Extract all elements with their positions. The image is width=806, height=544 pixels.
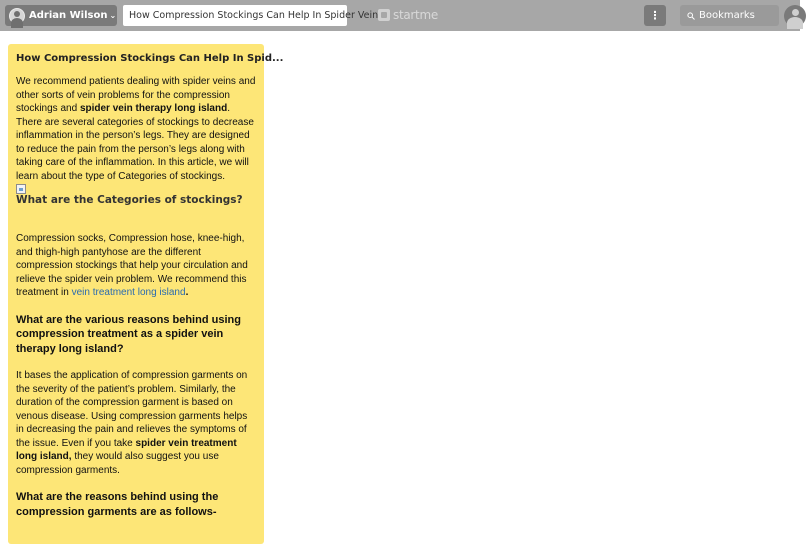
page-title-tab[interactable] <box>123 5 379 26</box>
bold-keyword: spider vein treatment long island, <box>16 437 237 462</box>
profile-avatar-icon[interactable] <box>784 5 806 27</box>
broken-image-icon <box>16 184 26 194</box>
bookmarks-search[interactable] <box>680 5 779 26</box>
punctuation: . <box>185 287 189 298</box>
article-paragraph-2 <box>16 232 256 300</box>
section-heading-categories: What are the Categories of stockings? <box>16 194 243 206</box>
text-span: Compression socks, Compression hose, knee-high, and thigh-high pantyhose are the different compression stockings that help your circulation and relieve the spider vein problem. We recommend this treatment in <box>16 233 248 298</box>
article-paragraph-3 <box>16 369 256 477</box>
article-card <box>8 44 284 544</box>
vein-treatment-link[interactable]: vein treatment long island <box>71 287 186 298</box>
text-span: We recommend patients dealing with spider veins and other sorts of vein problems for the compression stockings and <box>16 76 256 114</box>
text-span: It bases the application of compression garments on the severity of the patient’s problem. Similarly, the duration of the compression garment is based on venous disease. Using compression garments helps in decreasing the pain and relieves the symptoms of the issue. Even if you take <box>16 370 248 449</box>
user-avatar-icon <box>9 8 25 24</box>
user-name: Adrian Wilson <box>29 10 108 21</box>
more-options-button[interactable] <box>644 5 666 26</box>
section-heading-reasons: What are the various reasons behind using compression treatment as a spider vein therapy long island? <box>16 313 241 355</box>
bold-keyword: spider vein therapy long island <box>79 103 228 114</box>
startme-logo[interactable] <box>378 8 438 22</box>
text-span: they would also suggest you use compression garments. <box>16 451 219 476</box>
page-tab-label: How Compression Stockings Can Help In Spider Vein <box>129 10 379 21</box>
startme-logo-icon <box>378 9 390 21</box>
chevron-down-icon: ⌄ <box>109 11 117 20</box>
article-paragraph-1 <box>16 75 256 183</box>
section-heading-garments: What are the reasons behind using the compression garments are as follows- <box>16 491 219 518</box>
user-menu-button[interactable] <box>5 5 117 26</box>
top-bar <box>0 0 800 31</box>
article-title[interactable]: How Compression Stockings Can Help In Spid... <box>16 53 284 64</box>
brand-text: startme <box>393 8 438 22</box>
more-vertical-icon: ⋮ <box>649 9 661 22</box>
search-icon <box>687 12 695 20</box>
bookmarks-label: Bookmarks <box>699 10 755 21</box>
text-span: . There are several categories of stockings to decrease inflammation in the person’s legs. They are designed to reduce the pain from the person’s legs along with taking care of the inflammation. In this article, we will learn about the type of Categories of stockings. <box>16 103 254 182</box>
